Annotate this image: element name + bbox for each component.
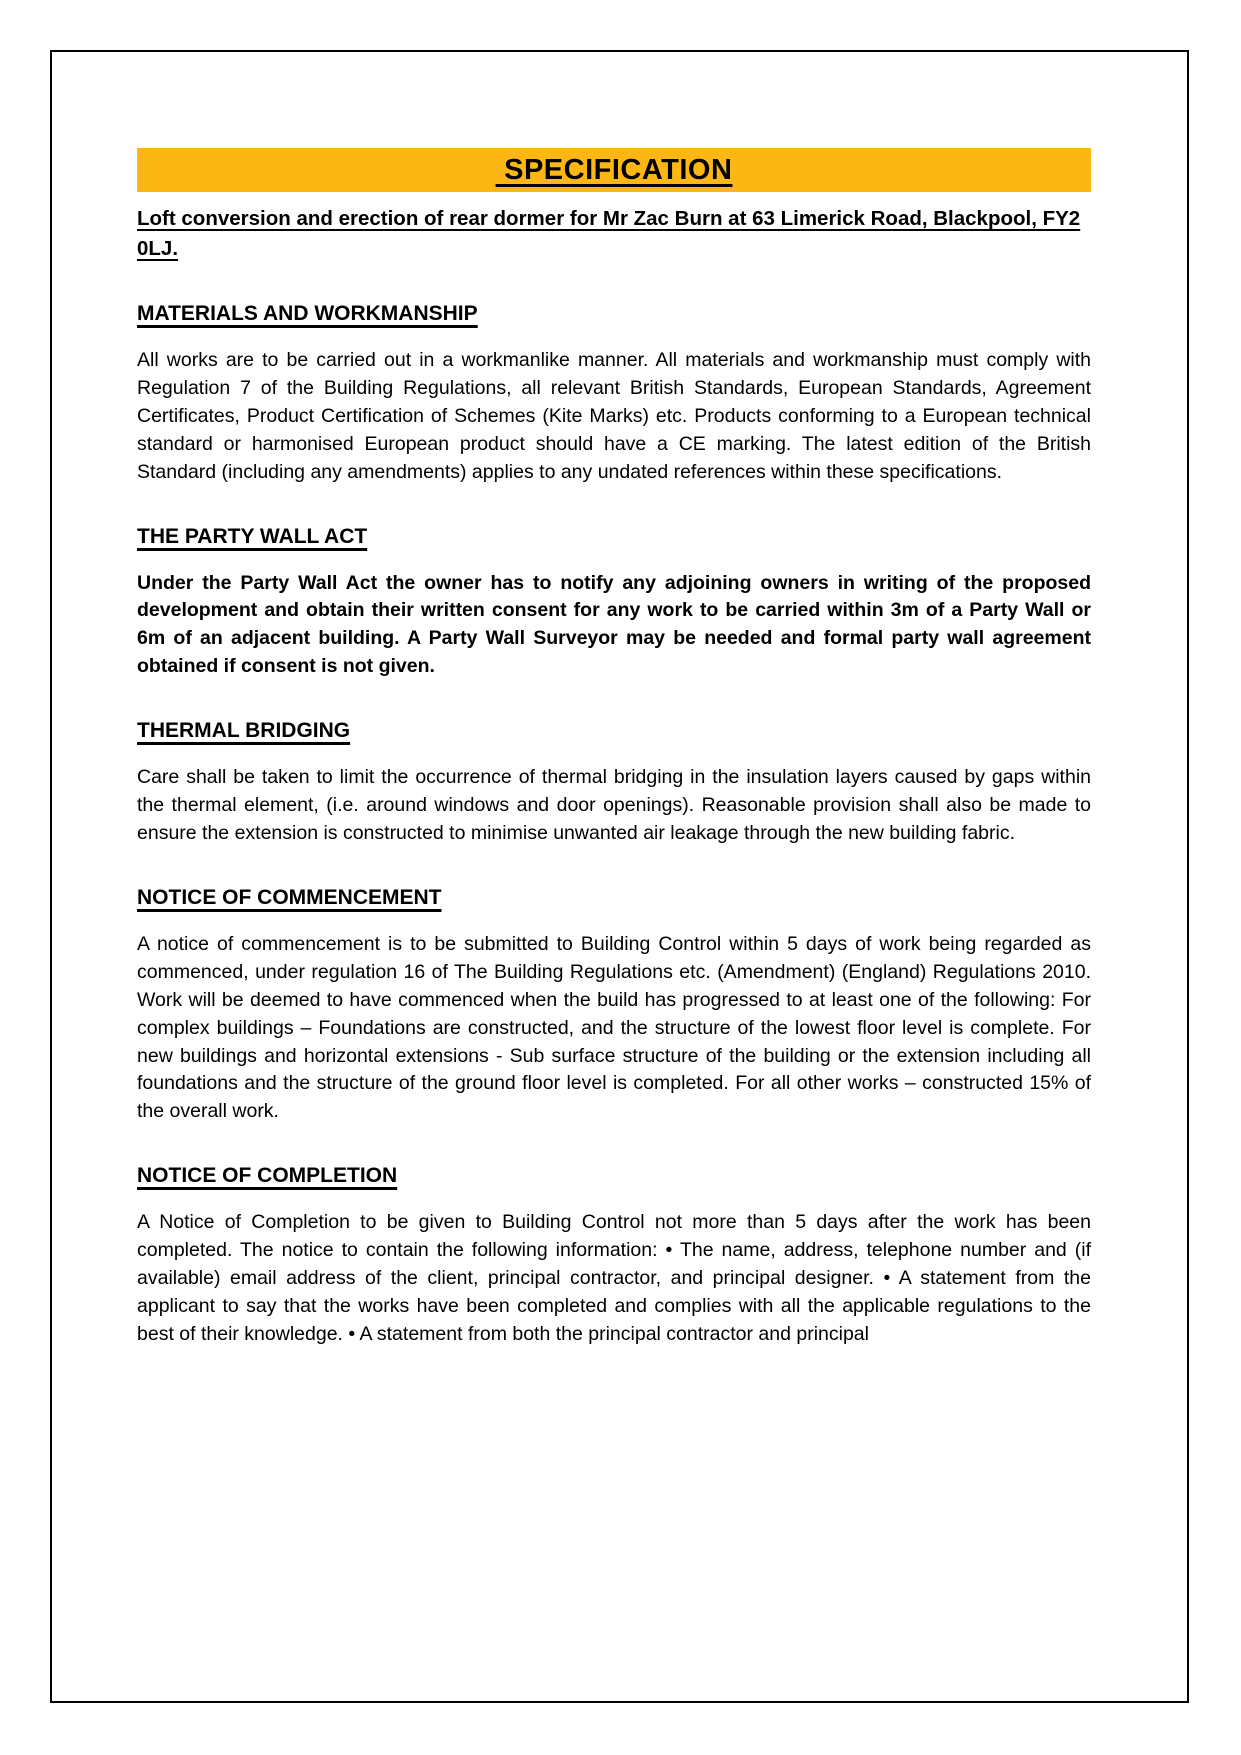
section-body: A Notice of Completion to be given to Building Control not more than 5 days after the work has been completed. The notice to contain the following information: • The name, address, telephone number and (if available) email address of the client, principal contractor, and principal designer. • A statement from the applicant to say that the works have been completed and complies with all the applicable regulations to the best of their knowledge. • A statement from both the principal contractor and principal (137, 1211, 1091, 1345)
section-heading: NOTICE OF COMMENCEMENT (137, 885, 442, 909)
section-heading: THERMAL BRIDGING (137, 719, 351, 743)
page-title: SPECIFICATION (495, 153, 733, 186)
section-body: Under the Party Wall Act the owner has to notify any adjoining owners in writing of the proposed development and obtain their written consent for any work to be carried within 3m of a Party Wall or 6m of an adjacent building. A Party Wall Surveyor may be needed and formal party wall agreement obtained if consent is not given. (137, 571, 1091, 678)
section-heading: MATERIALS AND WORKMANSHIP (137, 302, 478, 325)
section-body: All works are to be carried out in a workmanlike manner. All materials and workmanship must comply with Regulation 7 of the Building Regulations, all relevant British Standards, European Standards, Agreement Certificates, Product Certification of Schemes (Kite Marks) etc. Products conforming to a European technical standard or harmonised European product should have a CE marking. The latest edition of the British Standard (including any amendments) applies to any undated references within these specifications. (137, 349, 1091, 483)
section-body: Care shall be taken to limit the occurrence of thermal bridging in the insulation layers caused by gaps within the thermal element, (i.e. around windows and door openings). Reasonable provision shall also be made to ensure the extension is constructed to minimise unwanted air leakage through the new building fabric. (137, 766, 1091, 844)
document-page (50, 50, 1189, 1703)
section-body: A notice of commencement is to be submitted to Building Control within 5 days of work being regarded as commenced, under regulation 16 of The Building Regulations etc. (Amendment) (England) Regulations 2010. Work will be deemed to have commenced when the build has progressed to at least one of the following: For complex buildings – Foundations are constructed, and the structure of the lowest floor level is complete. For new buildings and horizontal extensions - Sub surface structure of the building or the extension including all foundations and the structure of the ground floor level is completed. For all other works – constructed 15% of the overall work. (137, 932, 1091, 1123)
document-subtitle: Loft conversion and erection of rear dormer for Mr Zac Burn at 63 Limerick Road, Blackpool, FY2 0LJ. (137, 207, 1081, 260)
section-heading: NOTICE OF COMPLETION (137, 1164, 398, 1188)
section-materials-and-workmanship (137, 301, 1091, 487)
section-notice-of-commencement (137, 885, 1091, 1126)
section-thermal-bridging (137, 718, 1091, 848)
title-bar (137, 148, 1091, 192)
section-heading: THE PARTY WALL ACT (137, 524, 368, 548)
document-content (52, 52, 1187, 1349)
section-notice-of-completion (137, 1163, 1091, 1349)
section-party-wall-act (137, 524, 1091, 682)
